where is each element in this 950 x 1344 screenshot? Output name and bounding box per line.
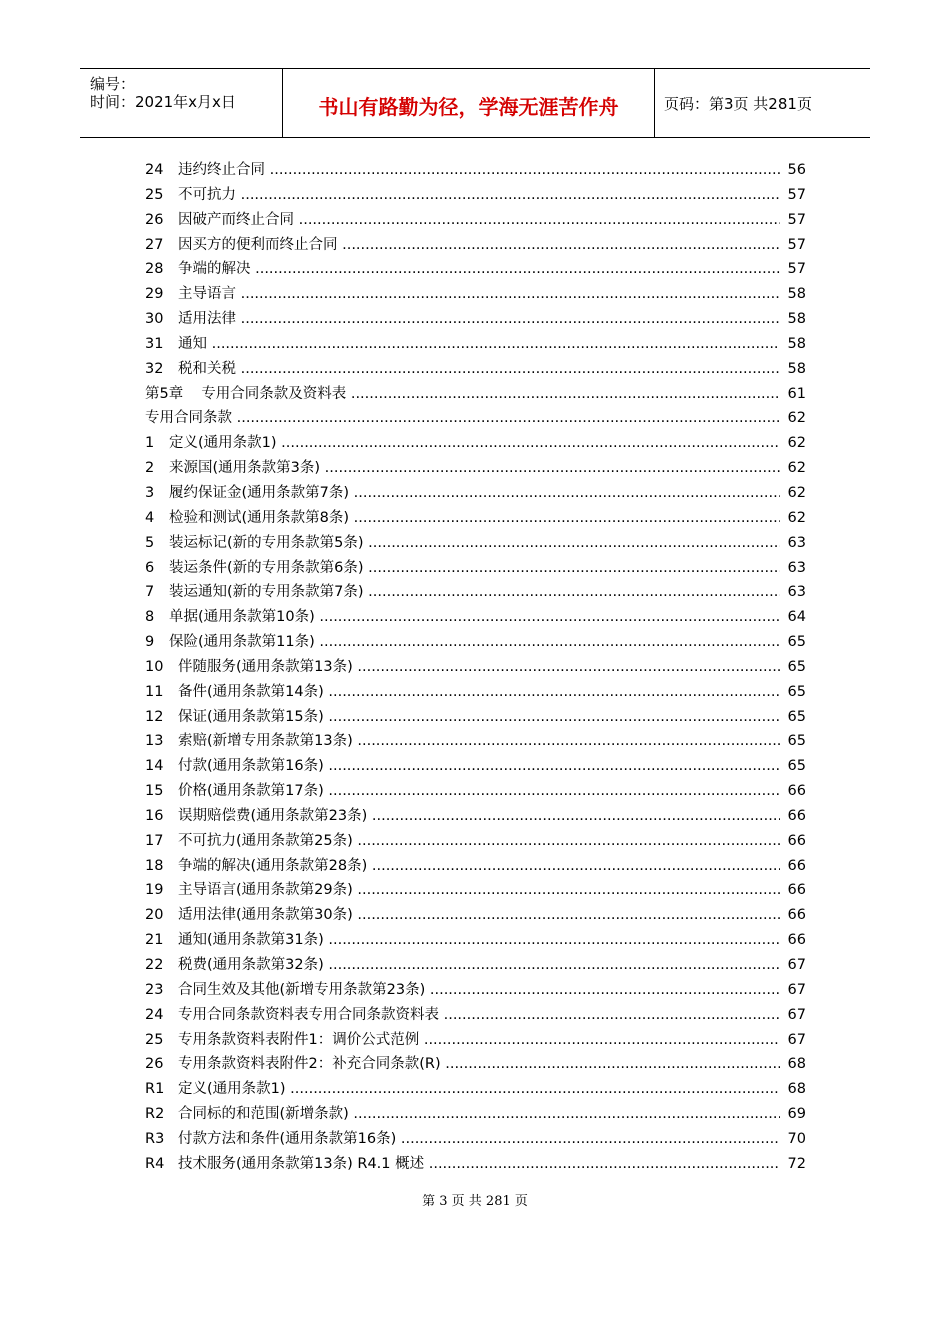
toc-entry-text	[145, 456, 780, 481]
toc-entry[interactable]	[145, 382, 806, 407]
toc-entry-title: 专用条款资料表附件1：调价公式范例	[178, 1031, 420, 1048]
toc-entry-text	[145, 1077, 780, 1102]
toc-entry-page: 64	[787, 609, 806, 626]
toc-entry-title: 通知	[178, 335, 207, 352]
toc-entry-page: 63	[787, 534, 806, 551]
toc-entry-number: 19	[145, 882, 164, 899]
toc-entry-text	[145, 431, 780, 456]
toc-entry-page: 62	[787, 460, 806, 477]
toc-entry-text	[145, 655, 780, 680]
toc-entry-number: 25	[145, 1031, 164, 1048]
toc-entry-text	[145, 233, 780, 258]
toc-entry[interactable]	[145, 1152, 806, 1177]
toc-entry-text	[145, 531, 780, 556]
toc-entry-page: 68	[787, 1056, 806, 1073]
toc-entry[interactable]	[145, 953, 806, 978]
toc-entry-text	[145, 1028, 780, 1053]
toc-entry[interactable]	[145, 605, 806, 630]
toc-entry-title: 主导语言	[178, 286, 236, 303]
toc-entry-number: 1	[145, 435, 155, 452]
toc-entry-text	[145, 183, 780, 208]
toc-entry[interactable]	[145, 655, 806, 680]
header-meta-cell	[80, 69, 283, 137]
toc-entry-number: 31	[145, 335, 164, 352]
toc-entry[interactable]	[145, 506, 806, 531]
toc-entry[interactable]	[145, 357, 806, 382]
toc-entry[interactable]	[145, 307, 806, 332]
toc-entry-title: 来源国(通用条款第3条)	[169, 460, 321, 477]
toc-entry-number: 29	[145, 286, 164, 303]
toc-entry-page: 66	[787, 932, 806, 949]
toc-entry-number: 20	[145, 907, 164, 924]
toc-entry-page: 65	[787, 658, 806, 675]
toc-entry-page: 56	[787, 162, 806, 178]
toc-entry-number: 7	[145, 584, 155, 601]
toc-entry-page: 67	[787, 1031, 806, 1048]
header-motto: 书山有路勤为径，学海无涯苦作舟	[318, 95, 619, 119]
toc-entry-number: R1	[145, 1081, 165, 1098]
toc-entry[interactable]	[145, 903, 806, 928]
toc-entry-title: 履约保证金(通用条款第7条)	[169, 484, 350, 501]
toc-entry-number: 11	[145, 683, 164, 700]
toc-entry-number: 23	[145, 981, 164, 998]
toc-entry-text	[145, 928, 780, 953]
toc-entry-title: 争端的解决(通用条款第28条)	[178, 857, 368, 874]
toc-entry-title: 技术服务(通用条款第13条) R4.1 概述	[178, 1155, 425, 1172]
toc-entry[interactable]	[145, 332, 806, 357]
toc-entry-text	[145, 729, 780, 754]
toc-entry[interactable]	[145, 854, 806, 879]
toc-entry-title: 单据(通用条款第10条)	[169, 609, 315, 626]
toc-entry-number: 32	[145, 360, 164, 377]
toc-entry[interactable]	[145, 208, 806, 233]
toc-entry[interactable]	[145, 183, 806, 208]
toc-entry-page: 66	[787, 807, 806, 824]
toc-entry-number: 9	[145, 634, 155, 651]
toc-entry-text	[145, 779, 780, 804]
toc-entry-number: R3	[145, 1130, 165, 1147]
toc-entry-text	[145, 357, 780, 382]
toc-entry-number: 14	[145, 758, 164, 775]
toc-entry-title: 付款(通用条款第16条)	[178, 758, 324, 775]
toc-entry-page: 58	[787, 286, 806, 303]
toc-entry[interactable]	[145, 282, 806, 307]
page-header	[80, 68, 870, 138]
toc-entry-title: 保险(通用条款第11条)	[169, 634, 315, 651]
toc-entry-number: 26	[145, 211, 164, 228]
toc-entry-title: 索赔(新增专用条款第13条)	[178, 733, 353, 750]
toc-entry[interactable]	[145, 1102, 806, 1127]
toc-entry-text	[145, 1102, 780, 1127]
toc-entry-page: 61	[787, 385, 806, 402]
toc-entry-number: 10	[145, 658, 164, 675]
toc-entry-number: 5	[145, 534, 155, 551]
document-time-label: 时间：2021年x月x日	[90, 93, 236, 111]
toc-entry-page: 58	[787, 335, 806, 352]
toc-entry-title: 不可抗力(通用条款第25条)	[178, 832, 353, 849]
toc-entry-number: 4	[145, 509, 155, 526]
toc-entry-text	[145, 754, 780, 779]
toc-entry[interactable]	[145, 406, 806, 431]
toc-entry-number: 24	[145, 1006, 164, 1023]
toc-entry-page: 68	[787, 1081, 806, 1098]
toc-entry-title: 违约终止合同	[178, 162, 265, 178]
toc-entry[interactable]	[145, 1003, 806, 1028]
toc-entry-title: 伴随服务(通用条款第13条)	[178, 658, 353, 675]
toc-entry-number: 24	[145, 162, 164, 178]
toc-entry-title: 装运通知(新的专用条款第7条)	[169, 584, 364, 601]
toc-entry-page: 62	[787, 484, 806, 501]
toc-entry-title: 因破产而终止合同	[178, 211, 294, 228]
toc-entry-number: 15	[145, 783, 164, 800]
toc-entry-page: 57	[787, 236, 806, 253]
toc-entry-title: 税费(通用条款第32条)	[178, 957, 324, 973]
toc-entry-text	[145, 506, 780, 531]
toc-entry-page: 70	[787, 1130, 806, 1147]
toc-entry[interactable]	[145, 456, 806, 481]
toc-entry[interactable]	[145, 630, 806, 655]
toc-entry-title: 价格(通用条款第17条)	[178, 783, 324, 800]
toc-entry-text	[145, 829, 780, 854]
toc-entry-text	[145, 332, 780, 357]
toc-entry-title: 专用合同条款及资料表	[201, 385, 347, 402]
toc-entry[interactable]	[145, 978, 806, 1003]
toc-entry-text	[145, 282, 780, 307]
toc-entry[interactable]	[145, 556, 806, 581]
toc-entry-text	[145, 1127, 780, 1152]
toc-entry-number: 30	[145, 311, 164, 328]
toc-entry-number: 26	[145, 1056, 164, 1073]
toc-entry-page: 67	[787, 981, 806, 998]
toc-entry-number: 8	[145, 609, 155, 626]
toc-entry-number: 3	[145, 484, 155, 501]
toc-entry-title: 争端的解决	[178, 261, 251, 278]
toc-entry-title: 因买方的便利而终止合同	[178, 236, 338, 253]
toc-entry[interactable]	[145, 754, 806, 779]
toc-entry-number: 12	[145, 708, 164, 725]
toc-entry-page: 69	[787, 1106, 806, 1123]
header-motto-cell	[283, 69, 655, 137]
toc-entry-page: 58	[787, 311, 806, 328]
toc-entry-text	[145, 1152, 780, 1177]
toc-entry-page: 62	[787, 509, 806, 526]
toc-entry-page: 57	[787, 186, 806, 203]
toc-entry-title: 专用合同条款资料表专用合同条款资料表	[178, 1006, 439, 1023]
toc-entry-title: 保证(通用条款第15条)	[178, 708, 324, 725]
toc-entry[interactable]	[145, 729, 806, 754]
toc-entry-title: 备件(通用条款第14条)	[178, 683, 324, 700]
toc-entry-number: 16	[145, 807, 164, 824]
toc-entry[interactable]	[145, 1028, 806, 1053]
toc-entry-page: 62	[787, 435, 806, 452]
toc-entry-text	[145, 854, 780, 879]
toc-entry-page: 62	[787, 410, 806, 427]
toc-entry-page: 66	[787, 882, 806, 899]
toc-entry-page: 67	[787, 957, 806, 973]
toc-entry-text	[145, 1003, 780, 1028]
toc-entry-number: 17	[145, 832, 164, 849]
toc-entry-text	[145, 878, 780, 903]
toc-entry-title: 主导语言(通用条款第29条)	[178, 882, 353, 899]
toc-entry-title: 专用合同条款	[145, 410, 232, 427]
toc-entry[interactable]	[145, 829, 806, 854]
toc-entry[interactable]	[145, 531, 806, 556]
toc-entry[interactable]	[145, 779, 806, 804]
toc-entry-text	[145, 605, 780, 630]
toc-entry-text	[145, 556, 780, 581]
toc-entry-text	[145, 481, 780, 506]
toc-entry-page: 57	[787, 211, 806, 228]
toc-entry-page: 57	[787, 261, 806, 278]
toc-entry-number: 28	[145, 261, 164, 278]
toc-entry-title: 不可抗力	[178, 186, 236, 203]
toc-entry[interactable]	[145, 804, 806, 829]
toc-entry[interactable]	[145, 1077, 806, 1102]
toc-entry[interactable]	[145, 705, 806, 730]
toc-entry-title: 合同标的和范围(新增条款)	[178, 1106, 349, 1123]
toc-entry-text	[145, 1052, 780, 1077]
toc-entry-page: 65	[787, 733, 806, 750]
toc-entry-number: R4	[145, 1155, 165, 1172]
toc-entry-title: 付款方法和条件(通用条款第16条)	[178, 1130, 397, 1147]
toc-entry[interactable]	[145, 481, 806, 506]
toc-entry-text	[145, 307, 780, 332]
toc-entry-title: 定义(通用条款1)	[178, 1081, 286, 1098]
toc-entry[interactable]	[145, 1127, 806, 1152]
toc-entry-title: 专用条款资料表附件2：补充合同条款(R)	[178, 1056, 441, 1073]
toc-entry-page: 67	[787, 1006, 806, 1023]
toc-entry[interactable]	[145, 928, 806, 953]
toc-entry-number: 22	[145, 957, 164, 973]
toc-entry-text	[145, 903, 780, 928]
toc-entry-text	[145, 382, 780, 407]
toc-entry[interactable]	[145, 257, 806, 282]
toc-entry-number: 25	[145, 186, 164, 203]
toc-entry-title: 检验和测试(通用条款第8条)	[169, 509, 350, 526]
toc-entry-title: 通知(通用条款第31条)	[178, 932, 324, 949]
toc-entry-text	[145, 630, 780, 655]
toc-entry-page: 66	[787, 857, 806, 874]
toc-entry-text	[145, 208, 780, 233]
toc-entry-page: 65	[787, 708, 806, 725]
toc-entry-title: 误期赔偿费(通用条款第23条)	[178, 807, 368, 824]
toc-entry-text	[145, 406, 780, 431]
toc-entry-title: 适用法律	[178, 311, 236, 328]
toc-entry-page: 65	[787, 634, 806, 651]
toc-entry-page: 66	[787, 832, 806, 849]
toc-entry[interactable]	[145, 158, 806, 183]
toc-entry-number: 第5章	[145, 385, 184, 402]
toc-entry-number: 2	[145, 460, 155, 477]
toc-entry-title: 定义(通用条款1)	[169, 435, 277, 452]
toc-entry-page: 63	[787, 584, 806, 601]
toc-entry-number: 6	[145, 559, 155, 576]
toc-entry-page: 66	[787, 907, 806, 924]
toc-entry-title: 适用法律(通用条款第30条)	[178, 907, 353, 924]
toc-entry[interactable]	[145, 680, 806, 705]
toc-entry-text	[145, 953, 780, 978]
toc-entry-title: 装运条件(新的专用条款第6条)	[169, 559, 364, 576]
toc-entry-page: 65	[787, 758, 806, 775]
toc-entry[interactable]	[145, 1052, 806, 1077]
toc-entry-text	[145, 158, 780, 183]
toc-entry-text	[145, 978, 780, 1003]
toc-entry-text	[145, 580, 780, 605]
toc-entry-title: 装运标记(新的专用条款第5条)	[169, 534, 364, 551]
toc-entry-page: 66	[787, 783, 806, 800]
toc-entry[interactable]	[145, 580, 806, 605]
table-of-contents	[145, 158, 806, 1177]
toc-entry-page: 58	[787, 360, 806, 377]
toc-entry-number: 21	[145, 932, 164, 949]
toc-entry-number: 18	[145, 857, 164, 874]
toc-entry-text	[145, 804, 780, 829]
toc-entry-text	[145, 257, 780, 282]
document-code-label: 编号：	[90, 75, 136, 93]
toc-entry-number: R2	[145, 1106, 165, 1123]
toc-entry-page: 65	[787, 683, 806, 700]
toc-entry-title: 合同生效及其他(新增专用条款第23条)	[178, 981, 426, 998]
toc-entry-text	[145, 705, 780, 730]
toc-entry-title: 税和关税	[178, 360, 236, 377]
page-footer: 第 3 页 共 281 页	[422, 1194, 528, 1209]
toc-entry-number: 27	[145, 236, 164, 253]
toc-entry-text	[145, 680, 780, 705]
header-page-cell	[655, 69, 870, 137]
toc-entry[interactable]	[145, 233, 806, 258]
header-page-info: 页码：第3页 共281页	[664, 95, 812, 113]
toc-entry[interactable]	[145, 431, 806, 456]
toc-entry-page: 72	[787, 1155, 806, 1172]
toc-entry[interactable]	[145, 878, 806, 903]
toc-entry-page: 63	[787, 559, 806, 576]
toc-entry-number: 13	[145, 733, 164, 750]
